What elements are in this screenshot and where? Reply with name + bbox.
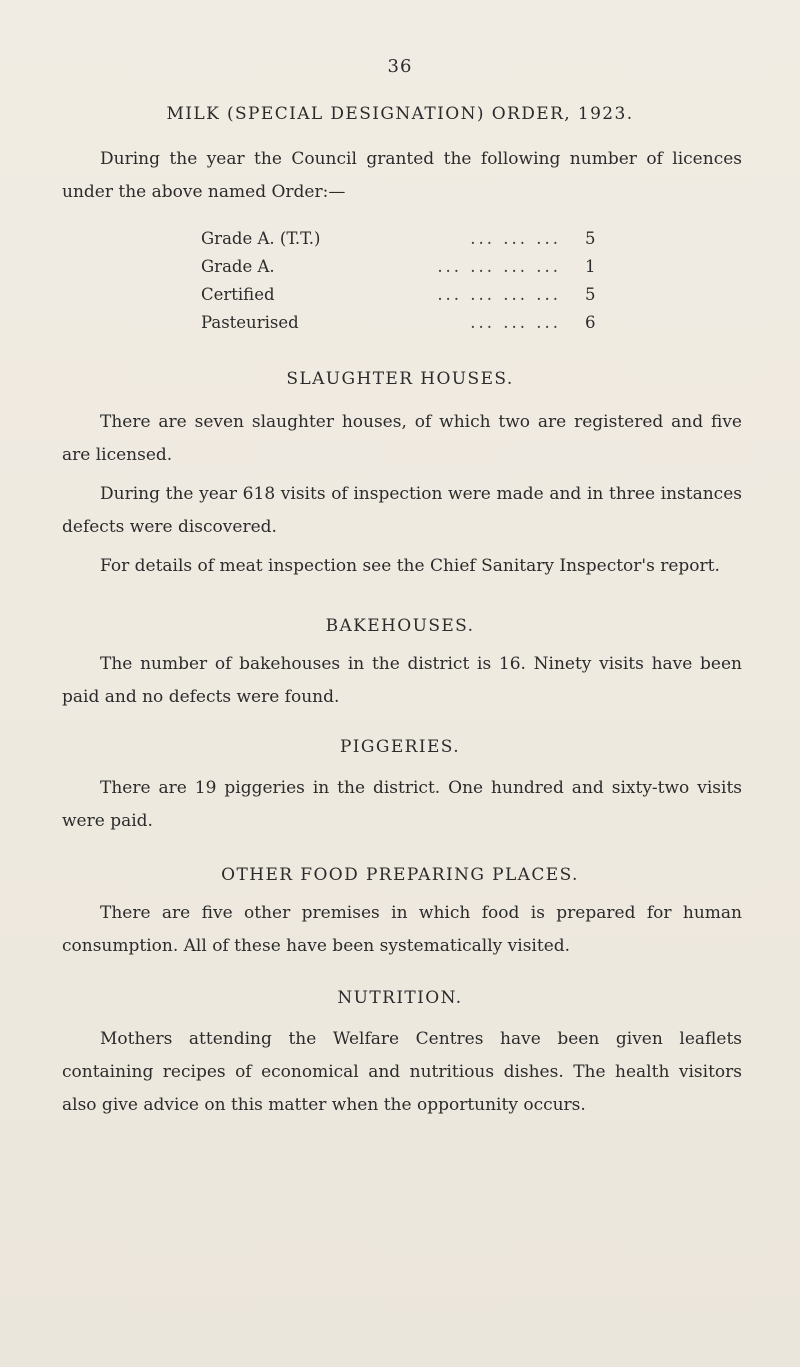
licence-count: 5 <box>585 229 596 248</box>
other-food-heading: OTHER FOOD PREPARING PLACES. <box>221 865 579 885</box>
other-food-paragraph: There are five other premises in which food is prepared for human consumption. All of these have been systematically visited. <box>62 903 742 956</box>
licence-grade-label: Pasteurised <box>201 313 299 332</box>
bakehouses-heading: BAKEHOUSES. <box>325 616 475 636</box>
licence-count: 5 <box>585 285 596 304</box>
licence-count: 1 <box>585 257 596 276</box>
page-number: 36 <box>387 56 413 77</box>
licence-row <box>201 257 601 281</box>
licence-count: 6 <box>585 313 596 332</box>
licence-grade-label: Grade A. (T.T.) <box>201 229 321 248</box>
nutrition-paragraph: Mothers attending the Welfare Centres have been given leaflets containing recipes of economical and nutritious dishes. The health visitors also give advice on this matter when the opportunity occurs. <box>62 1029 742 1115</box>
slaughter-houses-paragraph: There are seven slaughter houses, of which two are registered and five are licensed. <box>62 412 742 465</box>
licence-grade-label: Certified <box>201 285 275 304</box>
licence-grade-label: Grade A. <box>201 257 275 276</box>
nutrition-heading: NUTRITION. <box>337 988 463 1008</box>
milk-order-heading: MILK (SPECIAL DESIGNATION) ORDER, 1923. <box>166 104 634 124</box>
licence-row <box>201 313 601 337</box>
bakehouses-paragraph: The number of bakehouses in the district is 16. Ninety visits have been paid and no defects were found. <box>62 654 742 707</box>
licence-row <box>201 285 601 309</box>
leader-dots: ... ... ... ... <box>437 285 561 304</box>
slaughter-houses-paragraph: During the year 618 visits of inspection were made and in three instances defects were discovered. <box>62 484 742 537</box>
leader-dots: ... ... ... <box>470 313 561 332</box>
licence-row <box>201 229 601 253</box>
piggeries-heading: PIGGERIES. <box>339 737 461 757</box>
piggeries-paragraph: There are 19 piggeries in the district. One hundred and sixty-two visits were paid. <box>62 778 742 831</box>
milk-order-intro: During the year the Council granted the following number of licences under the above named Order:— <box>62 149 742 202</box>
leader-dots: ... ... ... <box>470 229 561 248</box>
leader-dots: ... ... ... ... <box>437 257 561 276</box>
slaughter-houses-heading: SLAUGHTER HOUSES. <box>286 369 514 389</box>
slaughter-houses-paragraph: For details of meat inspection see the Chief Sanitary Inspector's report. <box>100 556 720 576</box>
